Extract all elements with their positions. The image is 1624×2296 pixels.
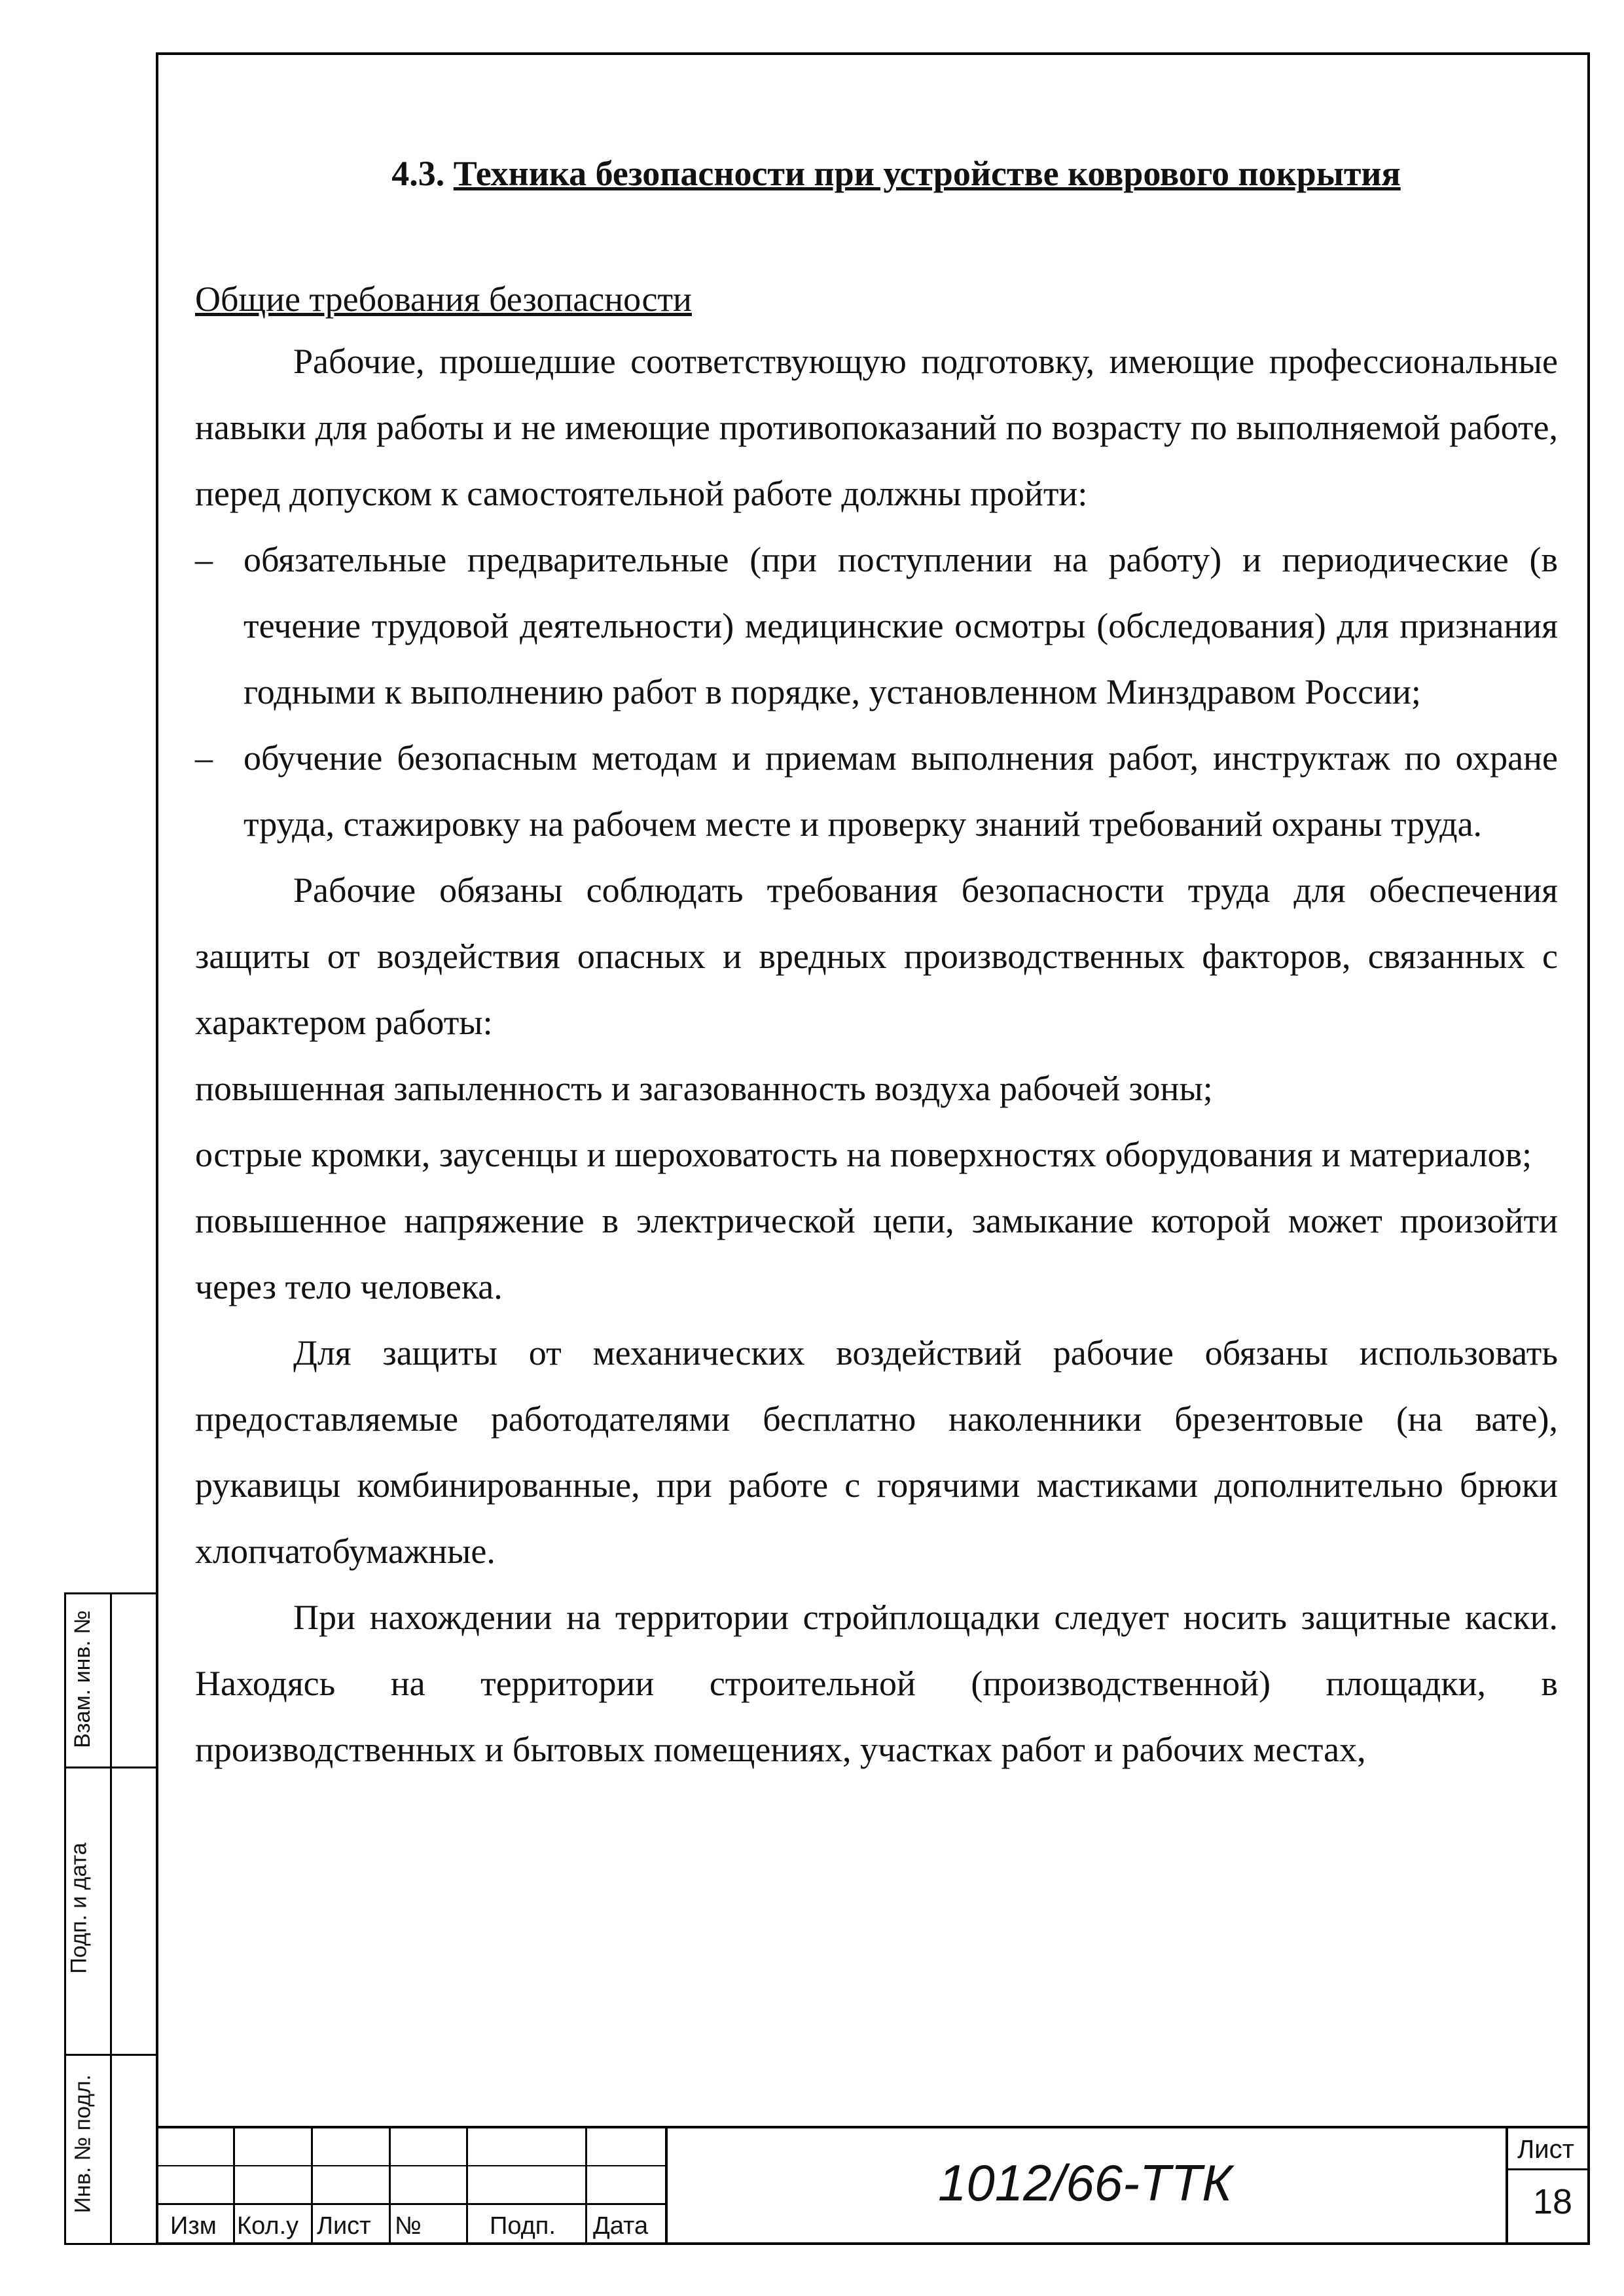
- list-item-text: обязательные предварительные (при поступлении на работу) и периодические (в течение трудовой деятельности) медицинские осмотры (обследования) для признания годными к выполнению работ в порядке, установленном Минздравом России;: [244, 540, 1558, 711]
- side-divider: [66, 2054, 158, 2056]
- factor-2: острые кромки, заусенцы и шероховатость на поверхностях оборудования и материалов;: [195, 1135, 1532, 1174]
- factor-3: повышенное напряжение в электрической цепи, замыкание которой может произойти через тело человека.: [195, 1201, 1558, 1306]
- tb-col-line: [311, 2126, 313, 2245]
- tb-col-line: [665, 2126, 668, 2245]
- tb-col-line: [466, 2126, 468, 2245]
- tb-col-line: [1506, 2126, 1508, 2245]
- tb-row-line: [1506, 2168, 1590, 2170]
- tb-col-line: [233, 2126, 235, 2245]
- list-item: [195, 725, 1558, 857]
- paragraph-4: При нахождении на территории стройплощадки следует носить защитные каски. Находясь на территории строительной (производственной) площадки, в производственных и бытовых помещениях, участках работ и рабочих местах,: [195, 1598, 1558, 1769]
- sheet-number: 18: [1533, 2182, 1573, 2221]
- paragraph-3: Для защиты от механических воздействий рабочие обязаны использовать предоставляемые работодателями бесплатно наколенники брезентовые (на вате), рукавицы комбинированные, при работе с горячими мастиками дополнительно брюки хлопчатобумажные.: [195, 1333, 1558, 1571]
- side-divider: [66, 1767, 158, 1768]
- tb-col-line: [585, 2126, 587, 2245]
- section-title: Техника безопасности при устройстве коврового покрытия: [453, 154, 1401, 193]
- sheet-label: Лист: [1517, 2135, 1574, 2164]
- document-code: 1012/66-ТТК: [938, 2154, 1233, 2212]
- tb-col-date: Дата: [593, 2212, 649, 2240]
- tb-row-line: [156, 2203, 665, 2205]
- section-number: 4.3.: [391, 154, 445, 193]
- tb-row-line: [156, 2165, 665, 2166]
- list-item: [195, 527, 1558, 725]
- tb-col-signature: Подп.: [490, 2212, 556, 2240]
- paragraph-2: Рабочие обязаны соблюдать требования безопасности труда для обеспечения защиты от воздействия опасных и вредных производственных факторов, связанных с характером работы:: [195, 870, 1558, 1042]
- side-label-replaced-inv: Взам. инв. №: [69, 1610, 95, 1748]
- section-heading: [195, 151, 1558, 196]
- tb-col-number: №: [395, 2212, 422, 2240]
- tb-col-izm: Изм: [170, 2212, 217, 2240]
- document-body: [195, 151, 1558, 1783]
- list-dash: –: [195, 540, 213, 579]
- tb-border-top: [156, 2126, 1590, 2128]
- list-dash: –: [195, 738, 213, 778]
- tb-col-list: Лист: [317, 2212, 371, 2240]
- paragraph-1: Рабочие, прошедшие соответствующую подготовку, имеющие профессиональные навыки для работы и не имеющие противопоказаний по возрасту по выполняемой работе, перед допуском к самостоятельной работе должны пройти:: [195, 342, 1558, 513]
- tb-col-line: [389, 2126, 391, 2245]
- title-block: [156, 2126, 1590, 2245]
- side-stamp-strip: [64, 1592, 156, 2245]
- side-label-signature-date: Подп. и дата: [66, 1842, 92, 1974]
- side-label-original-inv: Инв. № подл.: [70, 2074, 96, 2214]
- factor-1: повышенная запыленность и загазованность воздуха рабочей зоны;: [195, 1069, 1213, 1108]
- subheading: Общие требования безопасности: [195, 279, 692, 319]
- list-item-text: обучение безопасным методам и приемам выполнения работ, инструктаж по охране труда, стажировку на рабочем месте и проверку знаний требований охраны труда.: [244, 738, 1558, 844]
- tb-col-kolu: Кол.у: [237, 2212, 299, 2240]
